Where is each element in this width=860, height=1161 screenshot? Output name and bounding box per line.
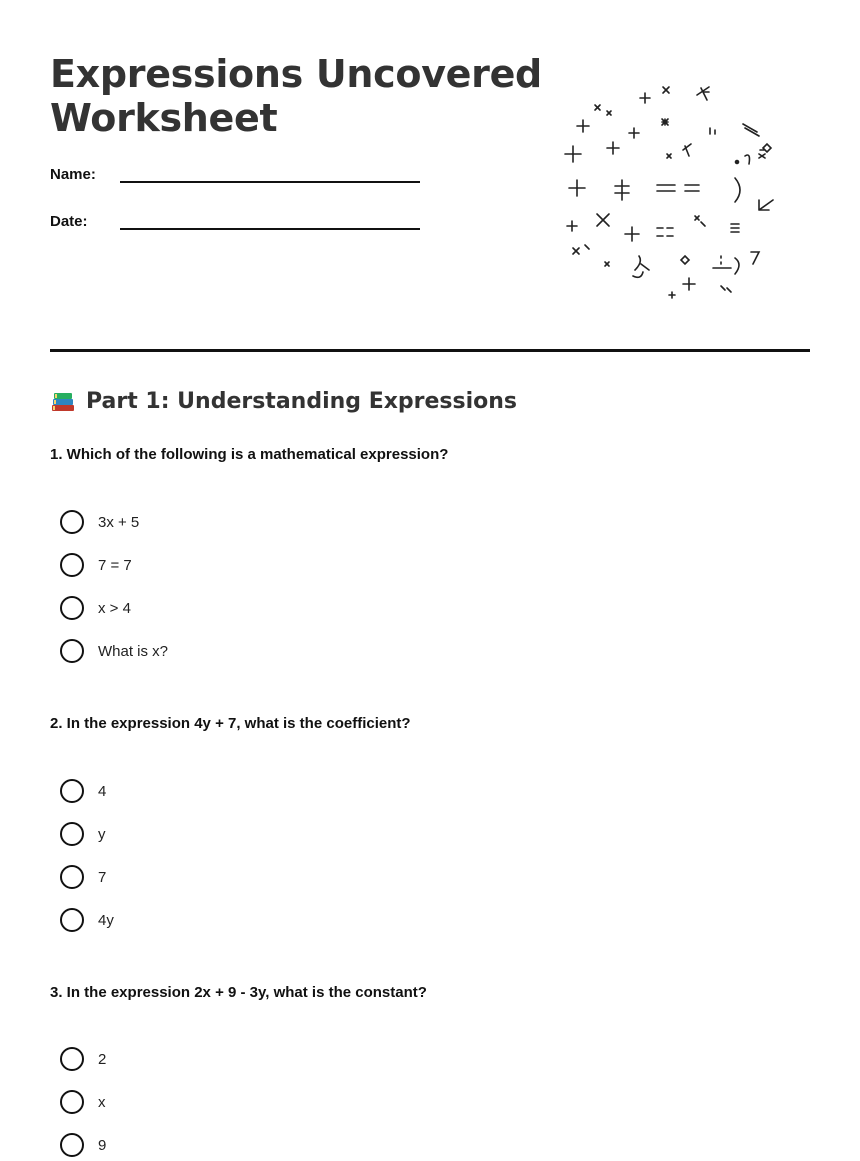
radio-button[interactable] [60,510,84,534]
option-label: What is x? [98,642,169,660]
q3-option-2[interactable] [60,1089,106,1115]
q3-option-3[interactable] [60,1132,106,1158]
radio-button[interactable] [60,596,84,620]
date-label: Date: [50,213,88,230]
question-3: 3. In the expression 2x + 9 - 3y, what is the constant? [50,984,427,1001]
option-label: x > 4 [98,599,131,617]
option-label: 2 [98,1050,107,1068]
name-line[interactable] [120,181,420,183]
question-2: 2. In the expression 4y + 7, what is the coefficient? [50,715,411,732]
q1-option-2[interactable] [60,552,132,578]
name-label: Name: [50,166,96,183]
option-label: 4 [98,782,107,800]
name-field[interactable] [50,166,420,183]
date-line[interactable] [120,228,420,230]
radio-button[interactable] [60,865,84,889]
option-label: 9 [98,1136,107,1154]
section-title: Part 1: Understanding Expressions [86,388,518,414]
radio-button[interactable] [60,908,84,932]
radio-button[interactable] [60,553,84,577]
title-line-1: Expressions Uncovered [50,52,542,96]
q2-option-2[interactable] [60,821,106,847]
option-label: x [98,1093,106,1111]
q1-option-3[interactable] [60,595,131,621]
radio-button[interactable] [60,1090,84,1114]
title-line-2: Worksheet [50,96,278,140]
option-label: y [98,825,106,843]
date-field[interactable] [50,213,420,230]
q1-option-1[interactable] [60,509,139,535]
math-symbols-illustration [555,70,785,300]
section-heading [50,388,517,414]
radio-button[interactable] [60,1133,84,1157]
q2-option-4[interactable] [60,907,114,933]
books-icon [50,388,76,414]
radio-button[interactable] [60,639,84,663]
question-1: 1. Which of the following is a mathematical expression? [50,446,449,463]
option-label: 7 = 7 [98,556,132,574]
radio-button[interactable] [60,822,84,846]
option-label: 4y [98,911,114,929]
option-label: 7 [98,868,107,886]
q1-option-4[interactable] [60,638,168,664]
q2-option-3[interactable] [60,864,106,890]
q2-option-1[interactable] [60,778,106,804]
section-divider [50,349,810,352]
option-label: 3x + 5 [98,513,140,531]
radio-button[interactable] [60,1047,84,1071]
q3-option-1[interactable] [60,1046,106,1072]
radio-button[interactable] [60,779,84,803]
